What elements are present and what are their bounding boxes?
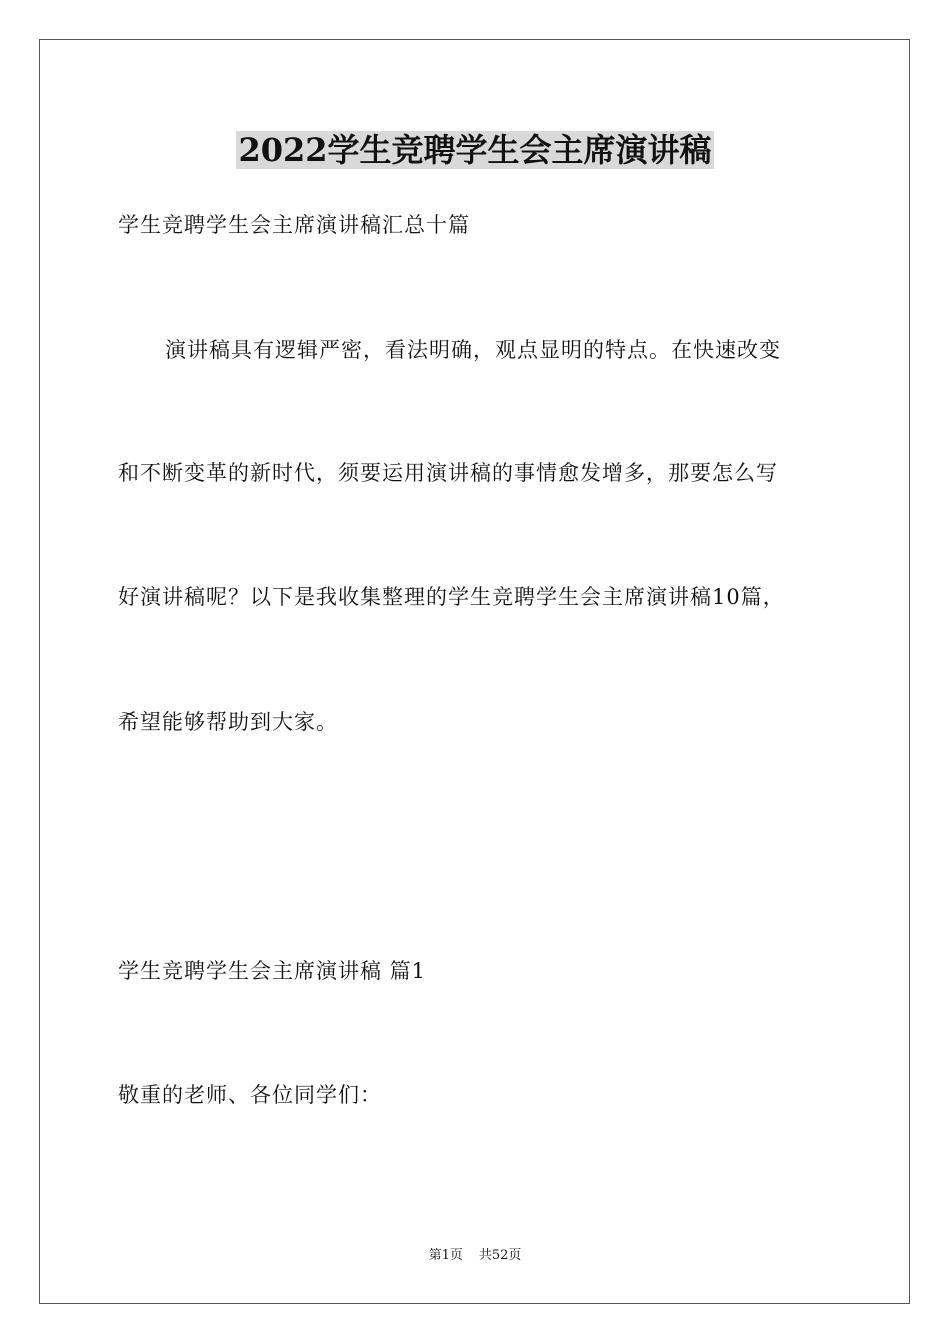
intro-line-1: 演讲稿具有逻辑严密，看法明确，观点显明的特点。在快速改变	[165, 338, 781, 362]
intro-line-4: 希望能够帮助到大家。	[118, 710, 338, 734]
intro-line-3: 好演讲稿呢？以下是我收集整理的学生竞聘学生会主席演讲稿10篇，	[118, 585, 785, 609]
document-subtitle: 学生竞聘学生会主席演讲稿汇总十篇	[118, 213, 470, 237]
document-title-text: 2022学生竞聘学生会主席演讲稿	[238, 131, 712, 169]
document-title	[0, 128, 950, 172]
page-number: 第1页	[428, 1248, 463, 1263]
greeting: 敬重的老师、各位同学们：	[118, 1083, 382, 1107]
page-footer	[0, 1247, 950, 1265]
intro-line-2: 和不断变革的新时代，须要运用演讲稿的事情愈发增多，那要怎么写	[118, 461, 778, 485]
section-heading: 学生竞聘学生会主席演讲稿 篇1	[118, 959, 427, 983]
page-total: 共52页	[478, 1248, 522, 1263]
